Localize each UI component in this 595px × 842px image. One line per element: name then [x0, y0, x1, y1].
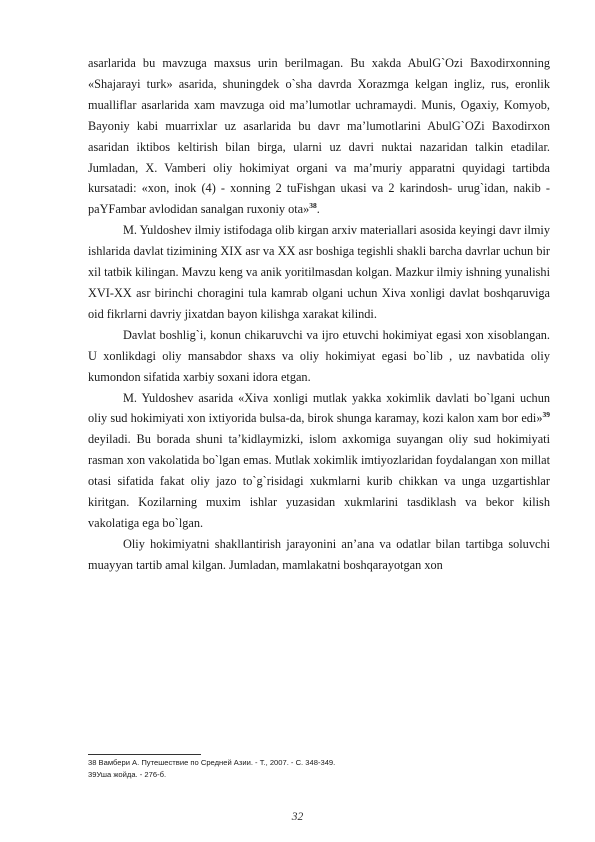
main-text — [88, 53, 550, 576]
paragraph-4-text-a: M. Yuldoshev asarida «Xiva xonligi mutlak yakka xokimlik davlati bo`lgani uchun oliy sud hokimiyati xon ixtiyorida bulsa-da, birok shunga karamay, kozi kalon xam bor edi» — [88, 390, 550, 426]
paragraph-4 — [88, 388, 550, 534]
paragraph-1-text: asarlarida bu mavzuga maxsus urin berilmagan. Bu xakda AbulG`Ozi Baxodirxonning «Shajarayi turk» asarida, shuningdek o`sha davrda Xorazmga kelgan ingliz, rus, eronlik mualliflar asarlarida xam mavzuga oid ma’lumotlar uchramaydi. Munis, Ogaxiy, Komyob, Bayoniy kabi muarrixlar uz asarlarida bu davr ma’lumotlarini AbulG`OZi Baxodirxon asaridan iktibos keltirish bilan birga, ularni uz davri nuktai nazaridan talkin etadilar. Jumladan, X. Vamberi oliy hokimiyat organi va ma’muriy apparatni quyidagi tartibda kursatadi: «xon, inok (4) - xonning 2 tuFishgan ukasi va 2 karindosh- urug`idan, nakib - paYFambar avlodidan sanalgan ruxoniy ota» — [88, 56, 550, 217]
paragraph-4-text-b: deyiladi. Bu borada shuni ta’kidlaymizki, islom axkomiga suyangan oliy sud hokimiyati rasman xon vakolatida bo`lgan emas. Mutlak xokimlik imtiyozlaridan foydalangan xon millat otasi sifatida fakat oliy jazo to`g`risidagi xukmlarni kurib chikkan va unga uzgartishlar kiritgan. Kozilarning muxim ishlar yuzasidan xukmlarini tasdiklash va bekor kilish vakolatiga ega bo`lgan. — [88, 432, 550, 530]
footnote-ref-38[interactable]: 38 — [309, 201, 317, 211]
paragraph-5: Oliy hokimiyatni shakllantirish jarayonini an’ana va odatlar bilan tartibga soluvchi muayyan tartib amal kilgan. Jumladan, mamlakatni boshqarayotgan xon — [88, 536, 550, 572]
page-number: 32 — [291, 811, 304, 823]
footnote-39: 39Уша жойда. - 276-б. — [88, 770, 167, 779]
footnote-divider — [88, 754, 201, 755]
paragraph-1 — [88, 53, 550, 220]
paragraph-1-end: . — [316, 202, 320, 217]
footnote-38: 38 Вамбери А. Путешествие по Средней Азии. - Т., 2007. - С. 348-349. — [88, 758, 336, 767]
paragraph-3: Davlat boshlig`i, konun chikaruvchi va ijro etuvchi hokimiyat egasi xon xisoblangan. U xonlikdagi oliy mansabdor shaxs va oliy hokimiyat egasi bo`lib , uz navbatida oliy kumondon sifatida xarbiy soxani idora etgan. — [88, 327, 550, 384]
footnotes — [88, 757, 550, 781]
footnote-ref-39[interactable]: 39 — [542, 410, 550, 420]
paragraph-2: M. Yuldoshev ilmiy istifodaga olib kirgan arxiv materiallari asosida keyingi davr ilmiy ishlarida davlat tizimining XIX asr va XX asr boshiga tegishli shakli barcha davrlar uchun bir xil tatbik kilingan. Mavzu keng va anik yoritilmasdan kolgan. Mazkur ilmiy ishning yunalishi XVI-XX asr birinchi choragini tula kamrab olgani uchun Xiva xonligi davlat boshqaruviga oid fikrlarni davriy jixatdan bayon kilishga xarakat kilindi. — [88, 223, 550, 321]
